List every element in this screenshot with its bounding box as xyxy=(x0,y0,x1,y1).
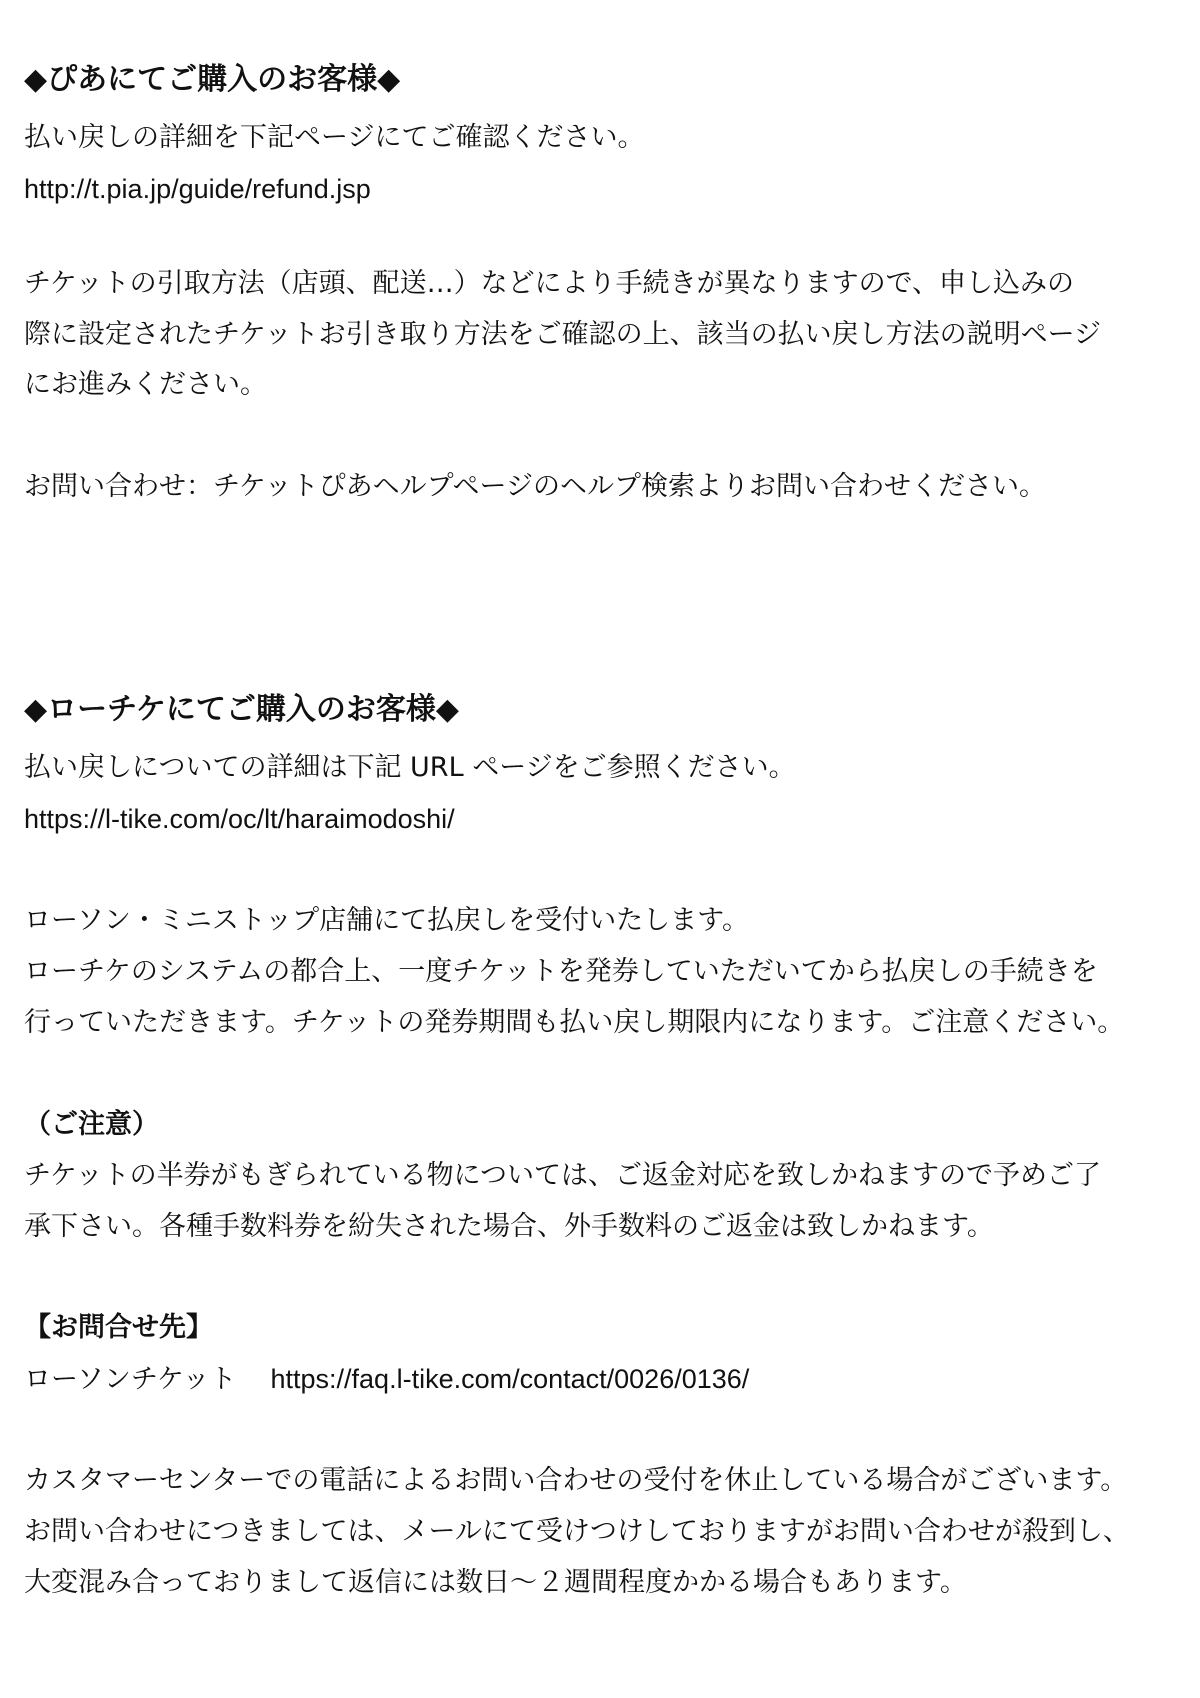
pia-paragraph-line: 際に設定されたチケットお引き取り方法をご確認の上、該当の払い戻し方法の説明ページ xyxy=(24,319,1102,350)
lawson-paragraph-line: 行っていただきます。チケットの発券期間も払い戻し期限内になります。ご注意ください。 xyxy=(24,1007,1125,1038)
lawson-heading: ◆ローチケにてご購入のお客様◆ xyxy=(24,692,459,727)
contact-name: ローソンチケット xyxy=(24,1364,237,1395)
contact-url[interactable]: https://faq.l-tike.com/contact/0026/0136/ xyxy=(270,1364,750,1394)
pia-paragraph-line: チケットの引取方法（店頭、配送…）などにより手続きが異なりますので、申し込みの xyxy=(24,268,1075,299)
pia-refund-link[interactable] xyxy=(24,169,1184,209)
pia-paragraph-line: にお進みください。 xyxy=(24,369,267,400)
notice-line: 大変混み合っておりまして返信には数日～２週間程度かかる場合もあります。 xyxy=(24,1567,967,1598)
lawson-intro: 払い戻しについての詳細は下記 URL ページをご参照ください。 xyxy=(24,752,796,783)
notice-line: お問い合わせにつきましては、メールにて受けつけしておりますがお問い合わせが殺到し、 xyxy=(24,1516,1130,1547)
pia-refund-url[interactable]: http://t.pia.jp/guide/refund.jsp xyxy=(24,174,371,204)
caution-heading: （ご注意） xyxy=(24,1109,159,1140)
caution-line: 承下さい。各種手数料券を紛失された場合、外手数料のご返金は致しかねます。 xyxy=(24,1211,994,1242)
lawson-refund-link[interactable] xyxy=(24,799,1184,839)
caution-line: チケットの半券がもぎられている物については、ご返金対応を致しかねますので予めご了 xyxy=(24,1160,1102,1191)
notice-line: カスタマーセンターでの電話によるお問い合わせの受付を休止している場合がございます。 xyxy=(24,1465,1128,1496)
contact-line xyxy=(24,1359,1184,1399)
pia-intro: 払い戻しの詳細を下記ページにてご確認ください。 xyxy=(24,122,645,153)
lawson-paragraph-line: ローソン・ミニストップ店舗にて払戻しを受付いたします。 xyxy=(24,905,749,936)
pia-inquiry: お問い合わせ：チケットぴあヘルプページのヘルプ検索よりお問い合わせください。 xyxy=(24,471,1046,502)
lawson-refund-url[interactable]: https://l-tike.com/oc/lt/haraimodoshi/ xyxy=(24,804,455,834)
lawson-paragraph-line: ローチケのシステムの都合上、一度チケットを発券していただいてから払戻しの手続きを xyxy=(24,956,1098,987)
contact-heading: 【お問合せ先】 xyxy=(24,1312,213,1343)
pia-heading: ◆ぴあにてご購入のお客様◆ xyxy=(24,62,401,97)
